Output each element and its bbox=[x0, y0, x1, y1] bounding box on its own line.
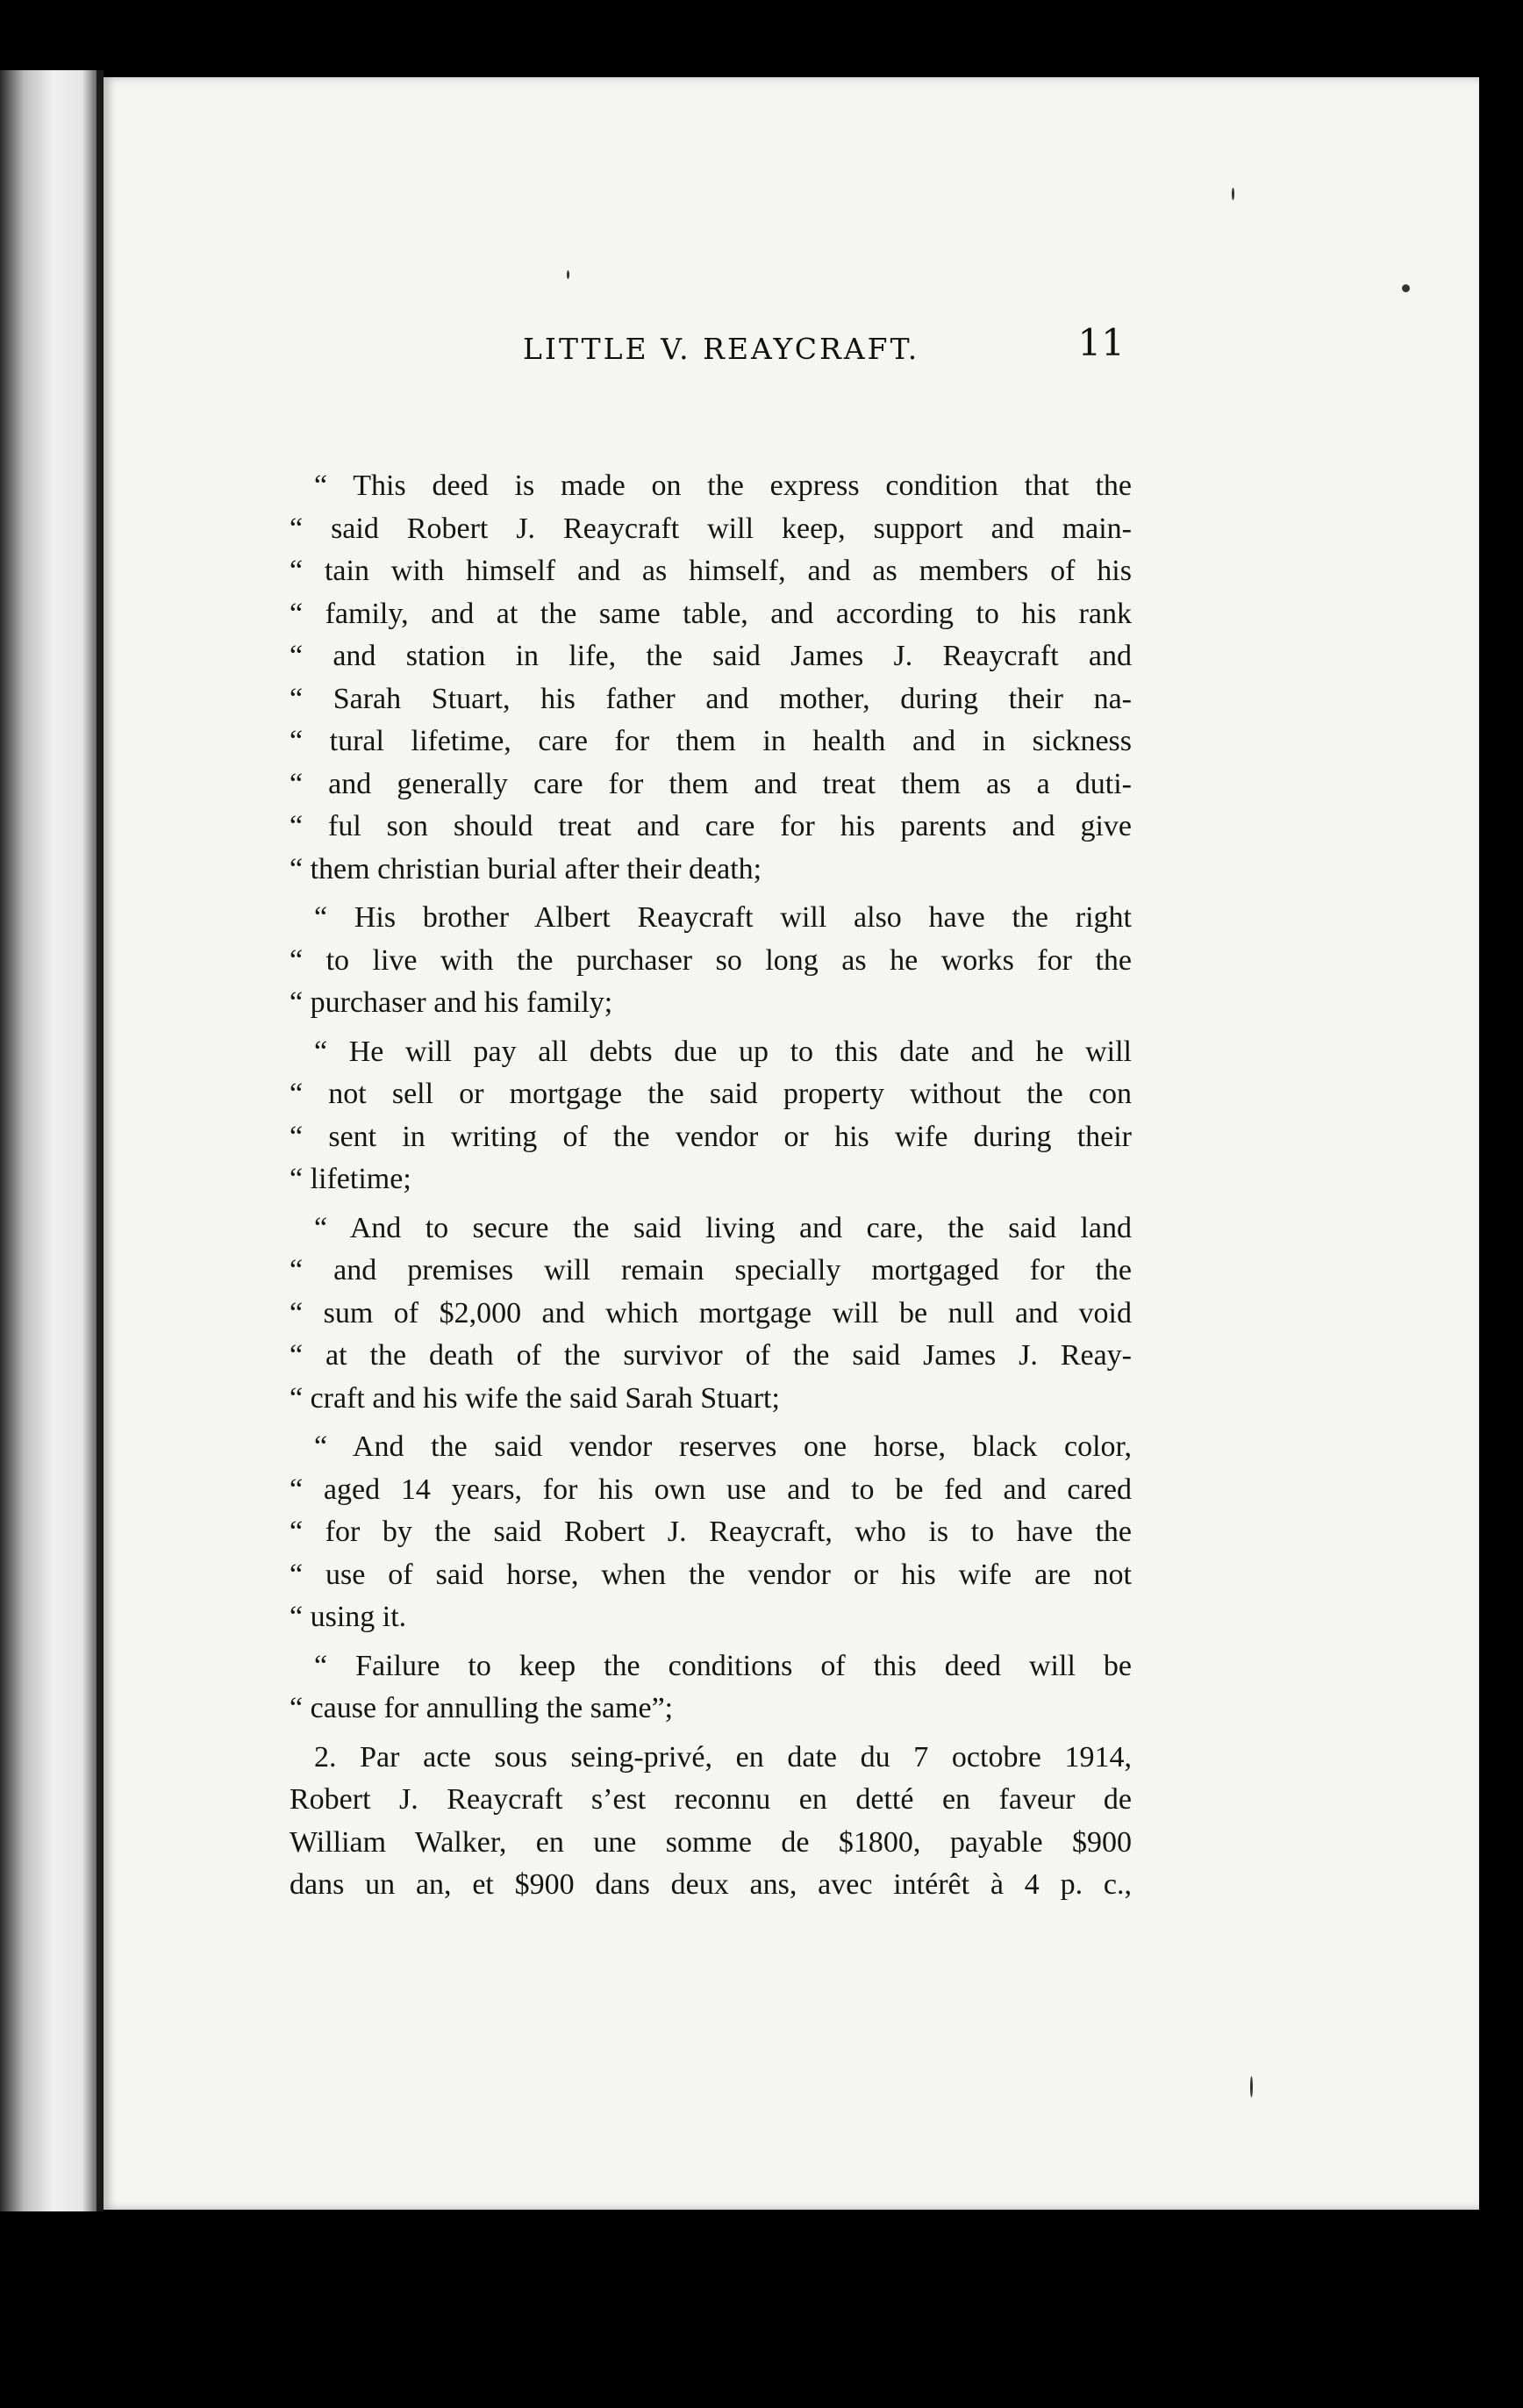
text-line: “ Sarah Stuart, his father and mother, during their na- bbox=[290, 682, 1132, 715]
paragraph bbox=[290, 1208, 1132, 1421]
text-line: “ them christian burial after their death; bbox=[290, 852, 762, 885]
text-line: “ He will pay all debts due up to this date and he will bbox=[314, 1035, 1132, 1068]
page-header bbox=[418, 316, 1125, 383]
text-line: 2. Par acte sous seing-privé, en date du 7 octobre 1914, bbox=[314, 1740, 1132, 1774]
text-line: “ use of said horse, when the vendor or his wife are not bbox=[290, 1558, 1132, 1591]
text-line: “ cause for annulling the same”; bbox=[290, 1692, 674, 1724]
text-line: “ And to secure the said living and care, the said land bbox=[314, 1211, 1132, 1244]
text-line: “ family, and at the same table, and according to his rank bbox=[290, 597, 1132, 630]
paragraph bbox=[290, 1645, 1132, 1731]
text-line: “ ful son should treat and care for his parents and give bbox=[290, 810, 1132, 842]
text-line: “ Failure to keep the conditions of this deed will be bbox=[314, 1649, 1132, 1682]
text-line: William Walker, en une somme de $1800, payable $900 bbox=[290, 1825, 1132, 1859]
paragraph bbox=[290, 465, 1132, 891]
text-line: “ aged 14 years, for his own use and to be fed and cared bbox=[290, 1473, 1132, 1506]
text-line: “ tural lifetime, care for them in health and in sickness bbox=[290, 725, 1132, 757]
body-text bbox=[290, 465, 1132, 1913]
page-number: 11 bbox=[1077, 321, 1125, 364]
text-line: “ purchaser and his family; bbox=[290, 986, 613, 1019]
paper-speck bbox=[567, 270, 569, 279]
text-line: “ and premises will remain specially mortgaged for the bbox=[290, 1254, 1132, 1286]
paper-speck bbox=[1402, 284, 1410, 292]
text-line: “ and station in life, the said James J. Reaycraft and bbox=[290, 640, 1132, 672]
text-line: “ not sell or mortgage the said property without the con bbox=[290, 1078, 1132, 1110]
text-line: Robert J. Reaycraft s’est reconnu en detté en faveur de bbox=[290, 1783, 1132, 1816]
running-title: LITTLE V. REAYCRAFT. bbox=[523, 332, 920, 366]
text-line: “ lifetime; bbox=[290, 1163, 411, 1195]
text-line: dans un an, et $900 dans deux ans, avec intérêt à 4 p. c., bbox=[290, 1868, 1132, 1901]
paragraph bbox=[290, 1426, 1132, 1639]
text-line: “ for by the said Robert J. Reaycraft, who is to have the bbox=[290, 1516, 1132, 1548]
paragraph bbox=[290, 897, 1132, 1025]
paper-speck bbox=[1250, 2076, 1253, 2097]
text-line: “ And the said vendor reserves one horse, black color, bbox=[314, 1430, 1132, 1463]
text-line: “ using it. bbox=[290, 1601, 407, 1633]
book-gutter bbox=[97, 70, 104, 2211]
text-line: “ to live with the purchaser so long as he works for the bbox=[290, 943, 1132, 977]
paragraph bbox=[290, 1737, 1132, 1907]
text-line: “ His brother Albert Reaycraft will also have the right bbox=[314, 901, 1132, 934]
paper-speck bbox=[1232, 188, 1234, 200]
text-line: “ This deed is made on the express condition that the bbox=[314, 469, 1132, 502]
text-line: “ craft and his wife the said Sarah Stuart; bbox=[290, 1381, 780, 1415]
text-line: “ sum of $2,000 and which mortgage will be null and void bbox=[290, 1296, 1132, 1329]
text-line: “ at the death of the survivor of the said James J. Reay- bbox=[290, 1339, 1132, 1372]
text-line: “ and generally care for them and treat them as a duti- bbox=[290, 767, 1132, 800]
paragraph bbox=[290, 1031, 1132, 1201]
text-line: “ sent in writing of the vendor or his wife during their bbox=[290, 1120, 1132, 1153]
text-line: “ tain with himself and as himself, and as members of his bbox=[290, 555, 1132, 587]
previous-page-edge bbox=[0, 70, 97, 2211]
text-line: “ said Robert J. Reaycraft will keep, support and main- bbox=[290, 512, 1132, 545]
